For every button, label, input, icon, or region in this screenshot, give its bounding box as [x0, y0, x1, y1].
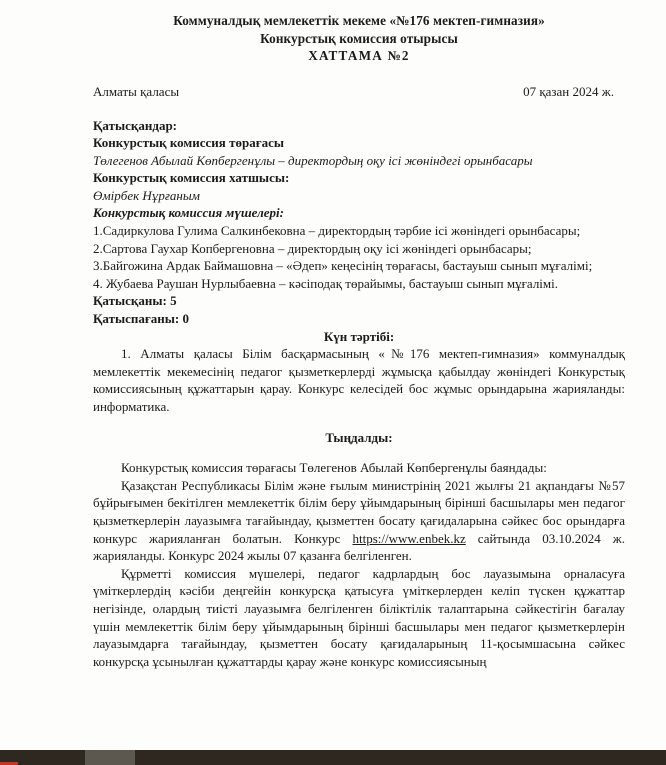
heard-reporter: Конкурстық комиссия төрағасы Төлегенов Абылай Көпбергенұлы баяндады:	[121, 460, 547, 476]
page-title	[93, 12, 625, 65]
members-label: Конкурстық комиссия мүшелері:	[93, 205, 284, 221]
agenda-section	[93, 328, 625, 416]
participants-heading: Қатысқандар:	[93, 117, 178, 133]
toolbar-right-segment	[135, 750, 666, 765]
heard-paragraph-1-text-after: сайтында 03.10.2024 ж. жарияланды. Конкурс 2024 жылы 07 қазанға белгіленген.	[93, 530, 625, 564]
enbek-link[interactable]: https://www.enbek.kz	[352, 530, 466, 546]
member-item: 3.Байгожина Ардак Баймашовна – «Әдеп» кеңесінің төрағасы, бастауыш сынып мұғалімі;	[93, 258, 593, 274]
toolbar-left-segment	[0, 750, 85, 765]
heard-paragraph-2: Құрметті комиссия мүшелері, педагог кадрлардың бос лауазымына орналасуға үміткерлердің кәсіби деңгейін конкурсқа қатысуға үміткерлерден келіп түскен құжаттар негізінде, олардың тиісті лауазымға белгіленген біліктілік талаптарына сәйкестігін бағалау үшін мемлекеттік білім беру ұйымдарының бірінші басшылары мен педагог қызметкерлерін лауазымдарға тағайындау, қызметтен босату қағидаларының 11-қосымшасына сәйкес конкурсқа ұсынылған құжаттарды қарау және конкурс комиссиясының	[93, 565, 625, 669]
title-line-3: ХАТТАМА №2	[308, 48, 410, 63]
secretary-name: Өмірбек Нұрғаным	[93, 187, 200, 203]
toolbar-active-segment[interactable]	[85, 750, 135, 765]
attended-count: Қатысқаны: 5	[93, 293, 177, 309]
absent-count: Қатыспағаны: 0	[93, 311, 190, 327]
heard-paragraph-1	[93, 477, 625, 565]
participants-section	[93, 117, 625, 328]
secretary-label: Конкурстық комиссия хатшысы:	[93, 170, 290, 186]
member-item: 2.Сартова Гаухар Копбергеновна – директордың оқу ісі жөніндегі орынбасары;	[93, 240, 532, 256]
date-label: 07 қазан 2024 ж.	[523, 83, 614, 99]
document-meta	[93, 84, 625, 100]
chair-name: Төлегенов Абылай Көпбергенұлы – директордың оқу ісі жөніндегі орынбасары	[93, 152, 533, 168]
heard-heading: Тыңдалды:	[325, 429, 393, 445]
heard-paragraph-1-text-before: Қазақстан Республикасы Білім және ғылым министрінің 2021 жылғы 21 ақпандағы №57 бұйрығымен бекітілген мемлекеттік білім беру ұйымдарының бірінші басшылары мен педагог қызметкерлерін лауазымға тағайындау, қызметтен босату қағидаларына сәйкес бос орындарға конкурс жарияланған болатын. Конкурс	[93, 477, 625, 546]
agenda-heading: Күн тәртібі:	[323, 328, 395, 344]
place-label: Алматы қаласы	[93, 83, 180, 99]
heard-section	[93, 429, 625, 671]
application-toolbar[interactable]	[0, 750, 666, 765]
agenda-item: 1. Алматы қаласы Білім басқармасының «№176 мектеп-гимназия» коммуналдық мемлекеттік мекемесінің педагог қызметкерлерді жұмысқа қабылдау жөніндегі Конкурстық комиссиясының құжаттарын қарау. Конкурс келесідей бос жұмыс орындарына жарияланды: информатика.	[93, 346, 625, 414]
member-item: 4. Жубаева Раушан Нурлыбаевна – кәсіподақ төрайымы, бастауыш сынып мұғалімі.	[93, 275, 559, 291]
title-line-2: Конкурстық комиссия отырысы	[260, 30, 458, 46]
title-line-1: Коммуналдық мемлекеттік мекеме «№176 мектеп-гимназия»	[173, 13, 545, 28]
chair-label: Конкурстық комиссия төрағасы	[93, 135, 285, 151]
member-item: 1.Садиркулова Гулима Салкинбековна – директордың тәрбие ісі жөніндегі орынбасары;	[93, 223, 581, 239]
